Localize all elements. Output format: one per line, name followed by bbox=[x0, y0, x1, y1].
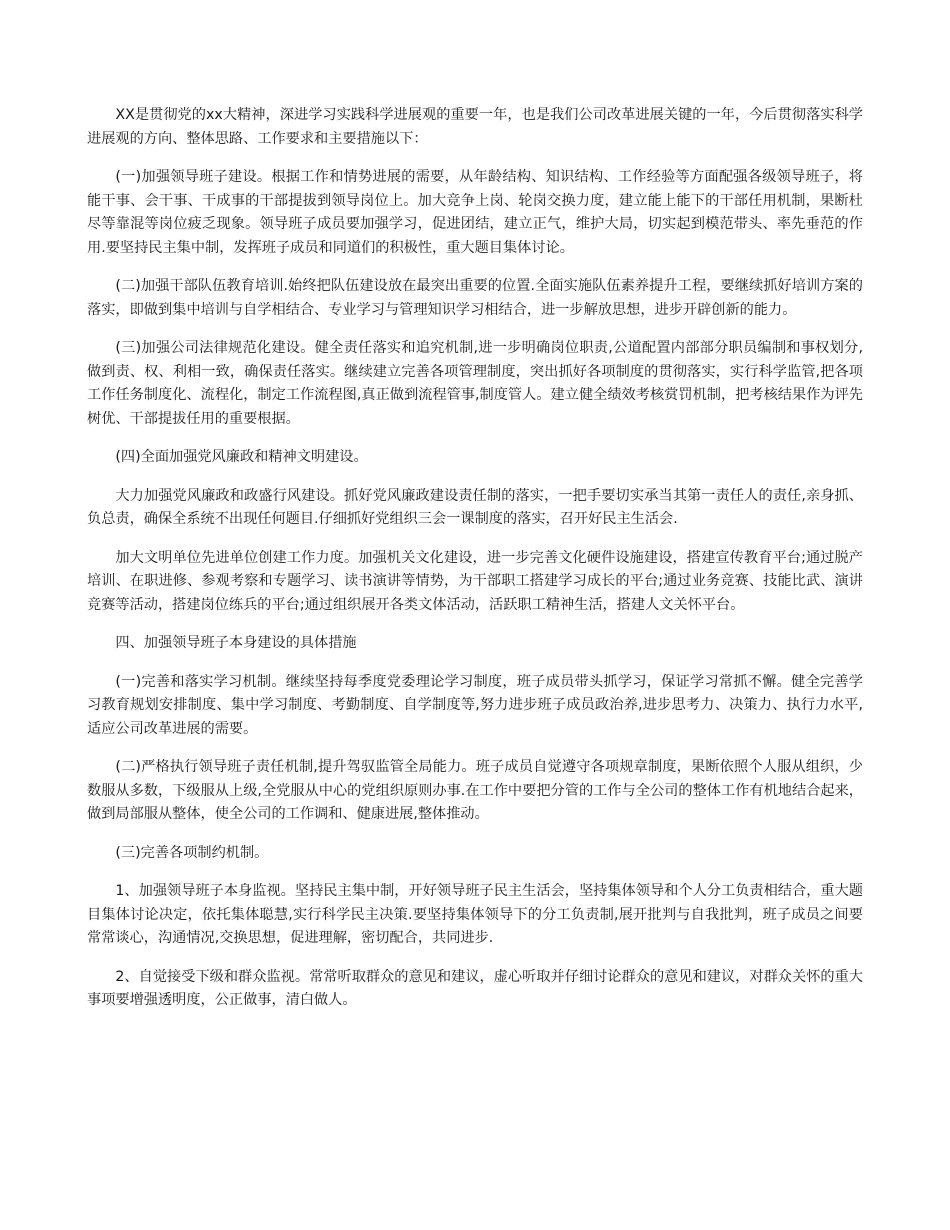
responsibility-mechanism-paragraph: (二)严格执行领导班子责任机制,提升驾驭监管全局能力。班子成员自觉遵守各项规章制度，果断依照个人服从组织，少数服从多数，下级服从上级,全党服从中心的党组织原则办事.在工作中要把分管的工作与全公司的整体工作有机地结合起来，做到局部服从整体，使全公司的工作调和、健康进展,整体推动。 bbox=[87, 759, 863, 822]
integrity-paragraph-1: 大力加强党风廉政和政盛行风建设。抓好党风廉政建设责任制的落实，一把手要切实承当其第一责任人的责任,亲身抓、负总责，确保全系统不出现任何题目.仔细抓好党组织三会一课制度的落实，召开好民主生活会. bbox=[87, 487, 863, 527]
self-supervision-paragraph: 1、加强领导班子本身监视。坚持民主集中制，开好领导班子民主生活会，坚持集体领导和个人分工负责相结合，重大题目集体讨论决定，依托集体聪慧,实行科学民主决策.要坚持集体领导下的分工负责制,展开批判与自我批判，班子成员之间要常常谈心，沟通情况,交换思想，促进理解，密切配合，共同进步. bbox=[87, 883, 863, 946]
section-integrity-heading: (四)全面加强党风廉政和精神文明建设。 bbox=[115, 449, 368, 465]
intro-paragraph: XX是贯彻党的xx大精神，深进学习实践科学进展观的重要一年，也是我们公司改革进展关键的一年，今后贯彻落实科学进展观的方向、整体思路、工作要求和主要措施以下： bbox=[87, 107, 863, 147]
section-legal-standardization: (三)加强公司法律规范化建设。健全责任落实和追究机制,进一步明确岗位职责,公道配置内部部分职员编制和事权划分,做到责、权、利相一致，确保责任落实。继续建立完善各项管理制度，突出抓好各项制度的贯彻落实，实行科学监管,把各项工作任务制度化、流程化，制定工作流程图,真正做到流程管事,制度管人。建立健全绩效考核赏罚机制，把考核结果作为评先树优、干部提拔任用的重要根据。 bbox=[87, 340, 863, 427]
section-leadership-team: (一)加强领导班子建设。根据工作和情势进展的需要，从年龄结构、知识结构、工作经验等方面配强各级领导班子，将能干事、会干事、干成事的干部提拔到领导岗位上。加大竞争上岗、轮岗交换力度，建立能上能下的干部任用机制，果断杜尽等靠混等岗位疲乏现象。领导班子成员要加强学习，促进团结，建立正气，维护大局，切实起到模范带头、率先垂范的作用.要坚持民主集中制，发挥班子成员和同道们的积极性，重大题目集体讨论。 bbox=[87, 169, 863, 256]
learning-mechanism-paragraph: (一)完善和落实学习机制。继续坚持每季度党委理论学习制度，班子成员带头抓学习，保证学习常抓不懈。健全完善学习教育规划安排制度、集中学习制度、考勤制度、自学制度等,努力进步班子成员政治养,进步思考力、决策力、执行力水平,适应公司改革进展的需要。 bbox=[87, 673, 863, 737]
document-body bbox=[87, 104, 863, 1028]
part-four-heading: 四、加强领导班子本身建设的具体措施 bbox=[115, 635, 357, 651]
integrity-paragraph-2: 加大文明单位先进单位创建工作力度。加强机关文化建设，进一步完善文化硬件设施建设，搭建宣传教育平台;通过脱产培训、在职进修、参观考察和专题学习、读书演讲等情势，为干部职工搭建学习成长的平台;通过业务竞赛、技能比武、演讲竞赛等活动，搭建岗位练兵的平台;通过组织展开各类文体活动，活跃职工精神生活，搭建人文关怀平台。 bbox=[87, 549, 863, 613]
section-cadre-training: (二)加强干部队伍教育培训.始终把队伍建设放在最突出重要的位置.全面实施队伍素养提升工程，要继续抓好培训方案的落实，即做到集中培训与自学相结合、专业学习与管理知识学习相结合，进一步解放思想，进步开辟创新的能力。 bbox=[87, 278, 863, 318]
mass-supervision-paragraph: 2、自觉接受下级和群众监视。常常听取群众的意见和建议，虚心听取并仔细讨论群众的意见和建议，对群众关怀的重大事项要增强透明度，公正做事，清白做人。 bbox=[87, 968, 863, 1008]
constraint-mechanism-heading: (三)完善各项制约机制。 bbox=[115, 844, 269, 861]
